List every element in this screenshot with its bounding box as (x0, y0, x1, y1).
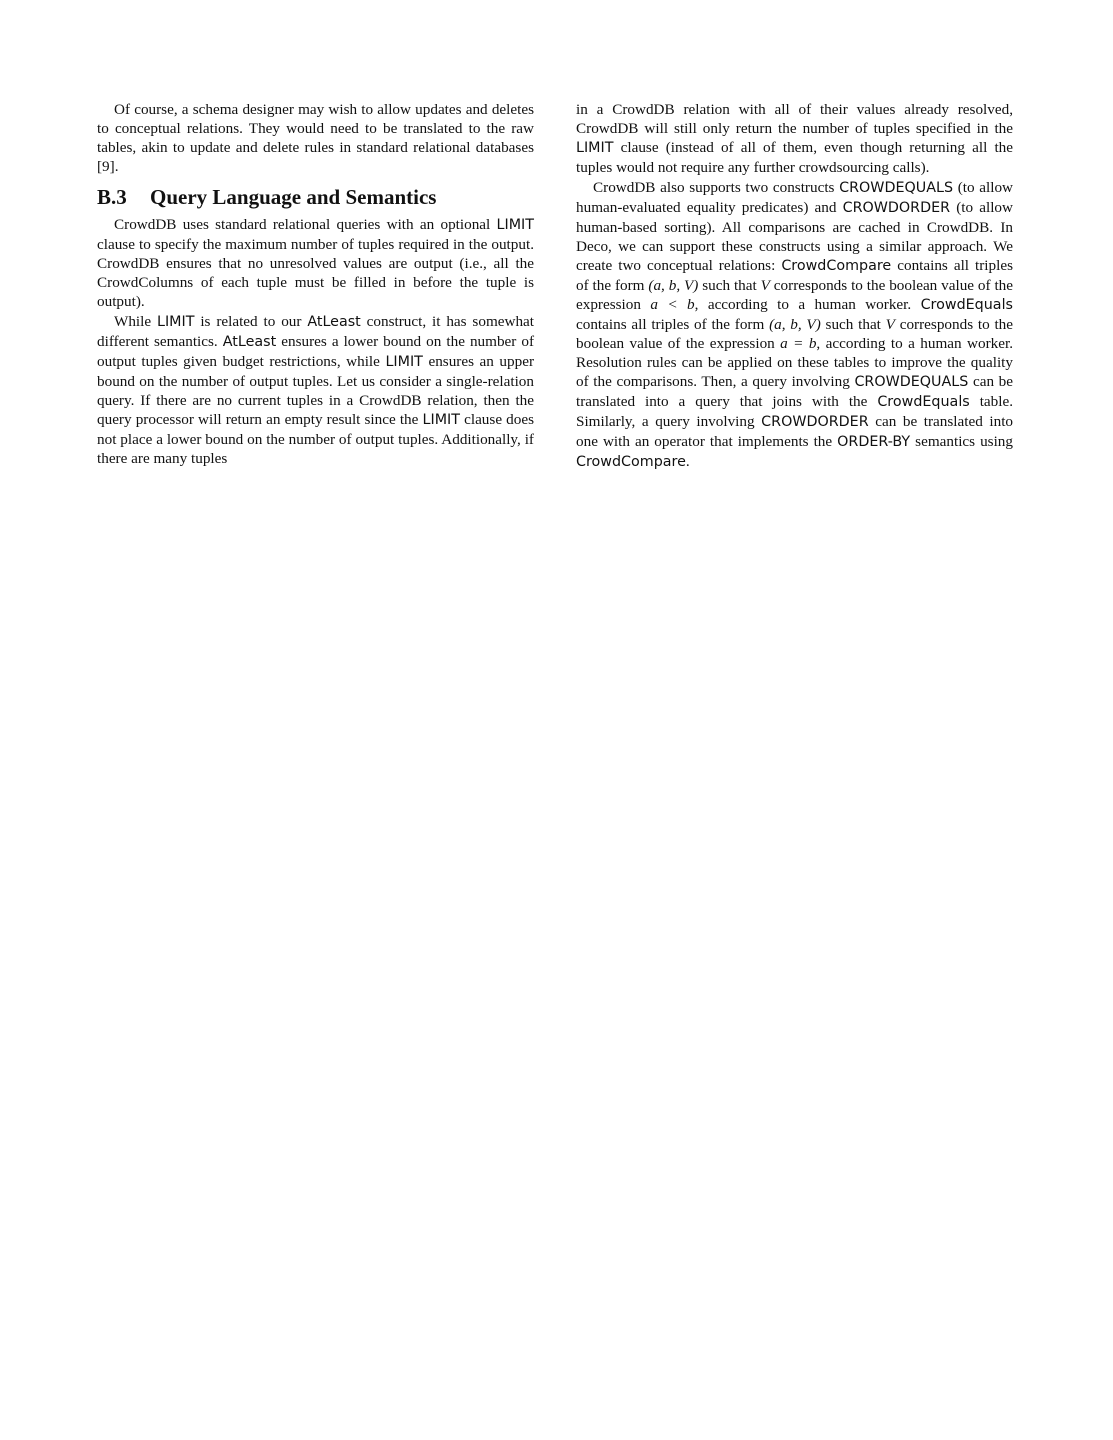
text-run: semantics using (915, 433, 1013, 450)
math-var-v: V (760, 277, 770, 294)
text-run: construct, it has somewhat different semantics. (97, 313, 535, 350)
text-run: can be translated into a query that joins with the (576, 373, 1014, 410)
term-crowdequals-keyword: CROWDEQUALS (854, 374, 969, 390)
left-column (97, 100, 534, 468)
math-triple: (a, b, V) (648, 277, 699, 294)
text-run: (to allow human-evaluated equality predicates) and (576, 179, 1014, 216)
math-var-v: V (885, 316, 895, 333)
text-run: clause does not place a lower bound on the number of output tuples. Additionally, if there are many tuples (97, 411, 535, 467)
term-limit: LIMIT (422, 412, 460, 428)
text-run: ensures a lower bound on the number of output tuples given budget restrictions, while (97, 333, 535, 370)
text-run: , according to a human worker. Resolution rules can be applied on these tables to improve the quality of the comparisons. Then, a query involving (576, 335, 1013, 390)
section-title: Query Language and Semantics (150, 185, 437, 209)
paragraph-crowd-constructs (576, 178, 1013, 472)
term-crowdcompare: CrowdCompare (576, 454, 686, 470)
math-eq-expression: a = b (780, 335, 817, 352)
text-run: corresponds to the boolean value of the expression (576, 277, 1014, 313)
text-run: is related to our (200, 313, 302, 330)
term-limit: LIMIT (156, 314, 195, 330)
text-run: contains all triples of the form (576, 316, 765, 333)
term-limit: LIMIT (385, 354, 423, 370)
right-column (576, 100, 1013, 472)
section-number: B.3 (97, 185, 127, 209)
term-atleast: AtLeast (307, 314, 361, 330)
text-run: , according to a human worker. (694, 296, 912, 313)
term-crowdorder-keyword: CROWDORDER (842, 200, 951, 216)
paragraph-schema-updates: Of course, a schema designer may wish to allow updates and deletes to conceptual relations. They would need to be translated to the raw tables, akin to update and delete rules in standard relational databases [9]. (97, 101, 534, 175)
paragraph-limit-vs-atleast (97, 312, 534, 468)
section-heading (97, 185, 534, 209)
text-run: clause (instead of all of them, even though returning all the tuples would not require any further crowdsourcing calls). (576, 139, 1014, 176)
text-run: such that (702, 277, 757, 294)
term-crowdequals: CrowdEquals (877, 394, 970, 410)
math-triple: (a, b, V) (769, 316, 821, 333)
text-run: CrowdDB uses standard relational queries with an optional (114, 216, 491, 233)
text-run: can be translated into one with an operator that implements the (576, 413, 1014, 450)
term-crowdcompare: CrowdCompare (781, 258, 892, 274)
text-run: contains all triples of the form (576, 257, 1013, 294)
term-order-by: ORDER-BY (837, 434, 911, 450)
term-atleast: AtLeast (222, 334, 277, 350)
text-run: ensures an upper bound on the number of output tuples. Let us consider a single-relation query. If there are no current tuples in a CrowdDB relation, then the query processor will return an empty result since the (97, 353, 535, 428)
term-limit: LIMIT (576, 140, 614, 156)
text-run: . (685, 453, 690, 470)
paragraph-limit-continued (576, 100, 1013, 177)
term-crowdequals-keyword: CROWDEQUALS (839, 180, 954, 196)
text-run: CrowdDB also supports two constructs (593, 179, 835, 196)
term-crowdorder-keyword: CROWDORDER (761, 414, 869, 430)
text-run: (to allow human-based sorting). All comparisons are cached in CrowdDB. In Deco, we can support these constructs using a similar approach. We create two conceptual relations: (576, 199, 1013, 274)
text-run: corresponds to the boolean value of the expression (576, 316, 1013, 352)
paragraph-limit-intro (97, 215, 534, 311)
math-lt-expression: a < b (650, 296, 695, 313)
term-crowdequals: CrowdEquals (920, 297, 1013, 313)
text-run: such that (825, 316, 881, 333)
text-run: in a CrowdDB relation with all of their values already resolved, CrowdDB will still only return the number of tuples specified in the (576, 101, 1013, 137)
text-run: While (114, 313, 152, 330)
term-limit: LIMIT (496, 217, 534, 233)
text-run: clause to specify the maximum number of tuples required in the output. CrowdDB ensures that no unresolved values are output (i.e., all the CrowdColumns of each tuple must be filled in before the tuple is output). (97, 236, 534, 310)
text-run: table. Similarly, a query involving (576, 393, 1013, 430)
